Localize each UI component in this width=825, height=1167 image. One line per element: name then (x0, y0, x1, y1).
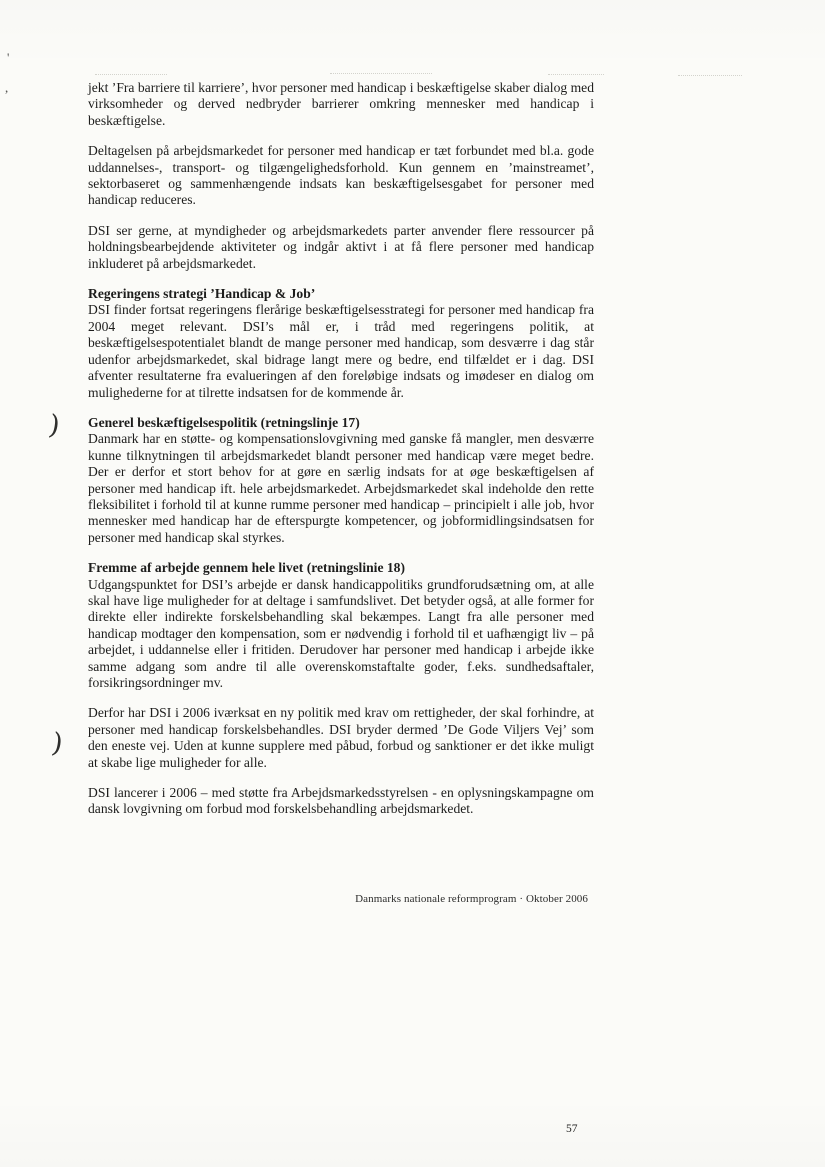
scan-streak (330, 73, 432, 74)
scan-streak (678, 75, 742, 76)
paragraph-handicap-job: DSI finder fortsat regeringens flerårige beskæftigelsesstrategi for personer med handicap fra 2004 meget relevant. DSI’s mål er, i tråd med regeringens politik, at beskæftigelsespotentialet blandt de mange personer med handicap, som desværre i dag står udenfor arbejdsmarkedet, skal bidrage langt mere og bedre, end tilfældet er i dag. DSI afventer resultaterne fra evalueringen af den foreløbige indsats og imødeser en dialog om mulighederne for at tilrette indsatsen for de kommende år. (88, 302, 594, 400)
paragraph-dsi-ser-gerne: DSI ser gerne, at myndigheder og arbejdsmarkedets parter anvender flere ressourcer på holdningsbearbejdende aktiviteter og indgår aktivt i at få flere personer med handicap inkluderet på arbejdsmarkedet. (88, 222, 594, 271)
paragraph-retningslinie-18: Udgangspunktet for DSI’s arbejde er dansk handicappolitiks grundforudsætning om, at alle skal have lige muligheder for at deltage i samfundslivet. Det betyder også, at alle former for direkte eller indirekte forskelsbehandling skal bekæmpes. Langt fra alle personer med handicap modtager den kompensation, som er nødvendig i forhold til et uafhængigt liv – på arbejdet, i uddannelse eller i fritiden. Derudover har personer med handicap i arbejde ikke samme adgang som andre til alle overenskomstaftalte goder, f.eks. sundhedsaftaler, forsikringsordninger mv. (88, 576, 594, 690)
scan-artifact-mark: ' (7, 50, 10, 65)
section-heading-handicap-job: Regeringens strategi ’Handicap & Job’ (88, 286, 316, 302)
paragraph-retningslinje-17: Danmark har en støtte- og kompensationslovgivning med ganske få mangler, men desværre kunne tilknytningen til arbejdsmarkedet blandt personer med handicap være meget bedre. Der er derfor et stort behov for at gøre en særlig indsats for at øge beskæftigelsen af personer med handicap ift. hele arbejdsmarkedet. Arbejdsmarkedet skal indeholde den rette fleksibilitet i forhold til at kunne rumme personer med handicap – principielt i alle job, hvor mennesker med handicap har de efterspurgte kompetencer, og jobformidlingsindsatsen for personer med handicap skal styrkes. (88, 431, 594, 545)
paragraph-dsi-lancerer: DSI lancerer i 2006 – med støtte fra Arbejdsmarkedsstyrelsen - en oplysningskampagne om dansk lovgivning om forbud mod forskelsbehandling arbejdsmarkedet. (88, 785, 594, 817)
paragraph-derfor-2006: Derfor har DSI i 2006 iværksat en ny politik med krav om rettigheder, der skal forhindre, at personer med handicap forskelsbehandles. DSI bryder dermed ’De Gode Viljers Vej’ som den eneste vej. Uden at kunne supplere med påbud, forbud og sanktioner er det ikke muligt at skabe lige muligheder for alle. (88, 705, 594, 770)
scan-streak (548, 74, 604, 75)
footer-text: Danmarks nationale reformprogram · Oktober 2006 (355, 893, 588, 905)
page-body (88, 80, 594, 832)
paragraph-project-continuation: jekt ’Fra barriere til karriere’, hvor personer med handicap i beskæftigelse skaber dialog med virksomheder og derved nedbryder barrierer omkring mennesker med handicap i beskæftigelse. (88, 80, 594, 128)
scan-artifact-parenthesis: ) (49, 727, 65, 760)
section-heading-retningslinje-17: Generel beskæftigelsespolitik (retningslinje 17) (88, 414, 360, 430)
scan-artifact-parenthesis: ) (46, 409, 62, 442)
page-number: 57 (566, 1123, 578, 1135)
paragraph-deltagelsen: Deltagelsen på arbejdsmarkedet for personer med handicap er tæt forbundet med bl.a. gode uddannelses-, transport- og tilgængelighedsforhold. Kun gennem en ’mainstreamet’, sektorbaseret og sammenhængende indsats kan beskæftigelsesgabet for personer med handicap reduceres. (88, 143, 594, 208)
scan-artifact-mark: , (5, 80, 9, 95)
scan-streak (95, 74, 167, 75)
section-heading-retningslinie-18: Fremme af arbejde gennem hele livet (retningslinie 18) (88, 560, 405, 576)
